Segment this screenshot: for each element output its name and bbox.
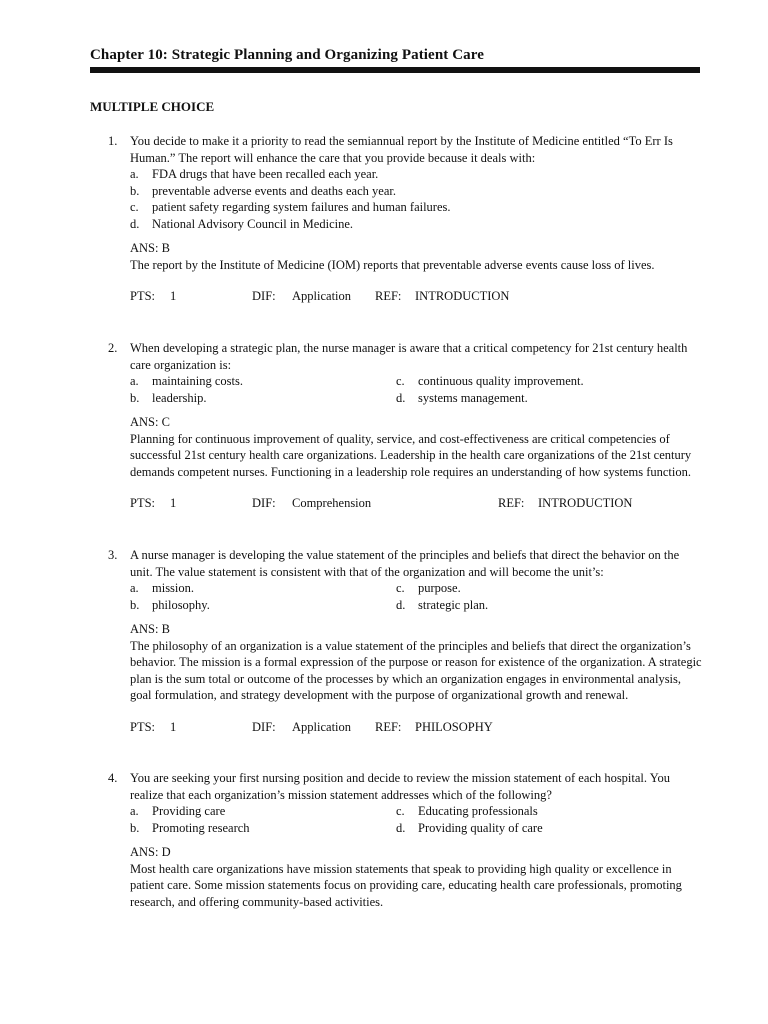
- pts-label: PTS:: [130, 719, 156, 734]
- option-c: c. patient safety regarding system failures and human failures.: [130, 200, 451, 214]
- question-3: [108, 547, 702, 735]
- option-b: b. preventable adverse events and deaths each year.: [130, 183, 396, 198]
- ref-value: PHILOSOPHY: [415, 719, 493, 734]
- title-divider: [90, 67, 700, 73]
- question-number: 3.: [108, 548, 118, 562]
- pts-value: 1: [170, 719, 177, 734]
- question-stem: A nurse manager is developing the value statement of the principles and beliefs that direct the behavior on the unit. The value statement is consistent with that of the organization and will become the unit’s:: [130, 548, 680, 579]
- ref-label: REF:: [498, 496, 525, 510]
- ref-label: REF:: [375, 719, 402, 734]
- dif-value: Application: [292, 289, 352, 303]
- question-4: [108, 770, 702, 910]
- options-grid: a. Providing care b. Promoting research c. Educating professionals d. Providing quality of care: [130, 804, 543, 835]
- question-meta: [130, 719, 702, 736]
- question-meta: [130, 288, 702, 305]
- answer-key: ANS: B: [130, 622, 170, 636]
- options-grid: a. mission. b. philosophy. c. purpose. d. strategic plan.: [130, 581, 489, 612]
- question-1: [108, 133, 702, 305]
- answer-key: ANS: B: [130, 241, 170, 255]
- question-number: 2.: [108, 341, 118, 355]
- ref-value: INTRODUCTION: [415, 289, 510, 303]
- option-d: d. National Advisory Council in Medicine.: [130, 216, 354, 231]
- question-stem: You are seeking your first nursing position and decide to review the mission statement of each hospital. You realize that each organization’s mission statement addresses which of the following?: [130, 771, 670, 802]
- ref-value: INTRODUCTION: [538, 496, 633, 510]
- section-heading: MULTIPLE CHOICE: [90, 99, 215, 114]
- pts-value: 1: [170, 289, 177, 303]
- options-grid: a. maintaining costs. b. leadership. c. continuous quality improvement. d. systems management.: [130, 374, 584, 405]
- chapter-title: Chapter 10: Strategic Planning and Organizing Patient Care: [90, 47, 484, 63]
- dif-value: Application: [292, 719, 352, 734]
- rationale: The philosophy of an organization is a value statement of the principles and beliefs that direct the organization’s behavior. The mission is a formal expression of the purpose or reason for existence of the organization. A strategic plan is the sum total or outcome of the processes by which an organization engages in environmental analysis, goal formulation, and strategy development with the purpose of organizational growth and renewal.: [130, 638, 702, 702]
- rationale: Planning for continuous improvement of quality, service, and cost-effectiveness are critical competencies of successful 21st century health care organizations. Leadership in the health care organizations of the 21st century demands competent nurses. Functioning in a leadership role requires an understanding of how systems function.: [130, 431, 692, 479]
- rationale: The report by the Institute of Medicine (IOM) reports that preventable adverse events cause loss of lives.: [130, 257, 655, 272]
- ref-label: REF:: [375, 289, 402, 303]
- dif-value: Comprehension: [292, 496, 372, 510]
- question-meta: [130, 495, 702, 512]
- rationale: Most health care organizations have mission statements that speak to providing high quality or excellence in patient care. Some mission statements focus on providing care, educating health care professionals, promoting research, and offering community-based activities.: [130, 861, 682, 909]
- dif-label: DIF:: [252, 719, 276, 734]
- pts-label: PTS:: [130, 496, 156, 510]
- answer-key: ANS: D: [130, 845, 171, 859]
- option-a: a. FDA drugs that have been recalled each year.: [130, 167, 379, 181]
- question-number: 4.: [108, 771, 118, 785]
- question-2: [108, 340, 702, 512]
- question-stem: When developing a strategic plan, the nurse manager is aware that a critical competency for 21st century health care organization is:: [130, 341, 688, 372]
- question-number: 1.: [108, 134, 118, 148]
- dif-label: DIF:: [252, 496, 276, 510]
- dif-label: DIF:: [252, 289, 276, 303]
- answer-key: ANS: C: [130, 415, 170, 429]
- pts-value: 1: [170, 496, 177, 510]
- question-stem: You decide to make it a priority to read the semiannual report by the Institute of Medicine entitled “To Err Is Human.” The report will enhance the care that you provide because it deals with:: [130, 134, 673, 165]
- pts-label: PTS:: [130, 289, 156, 303]
